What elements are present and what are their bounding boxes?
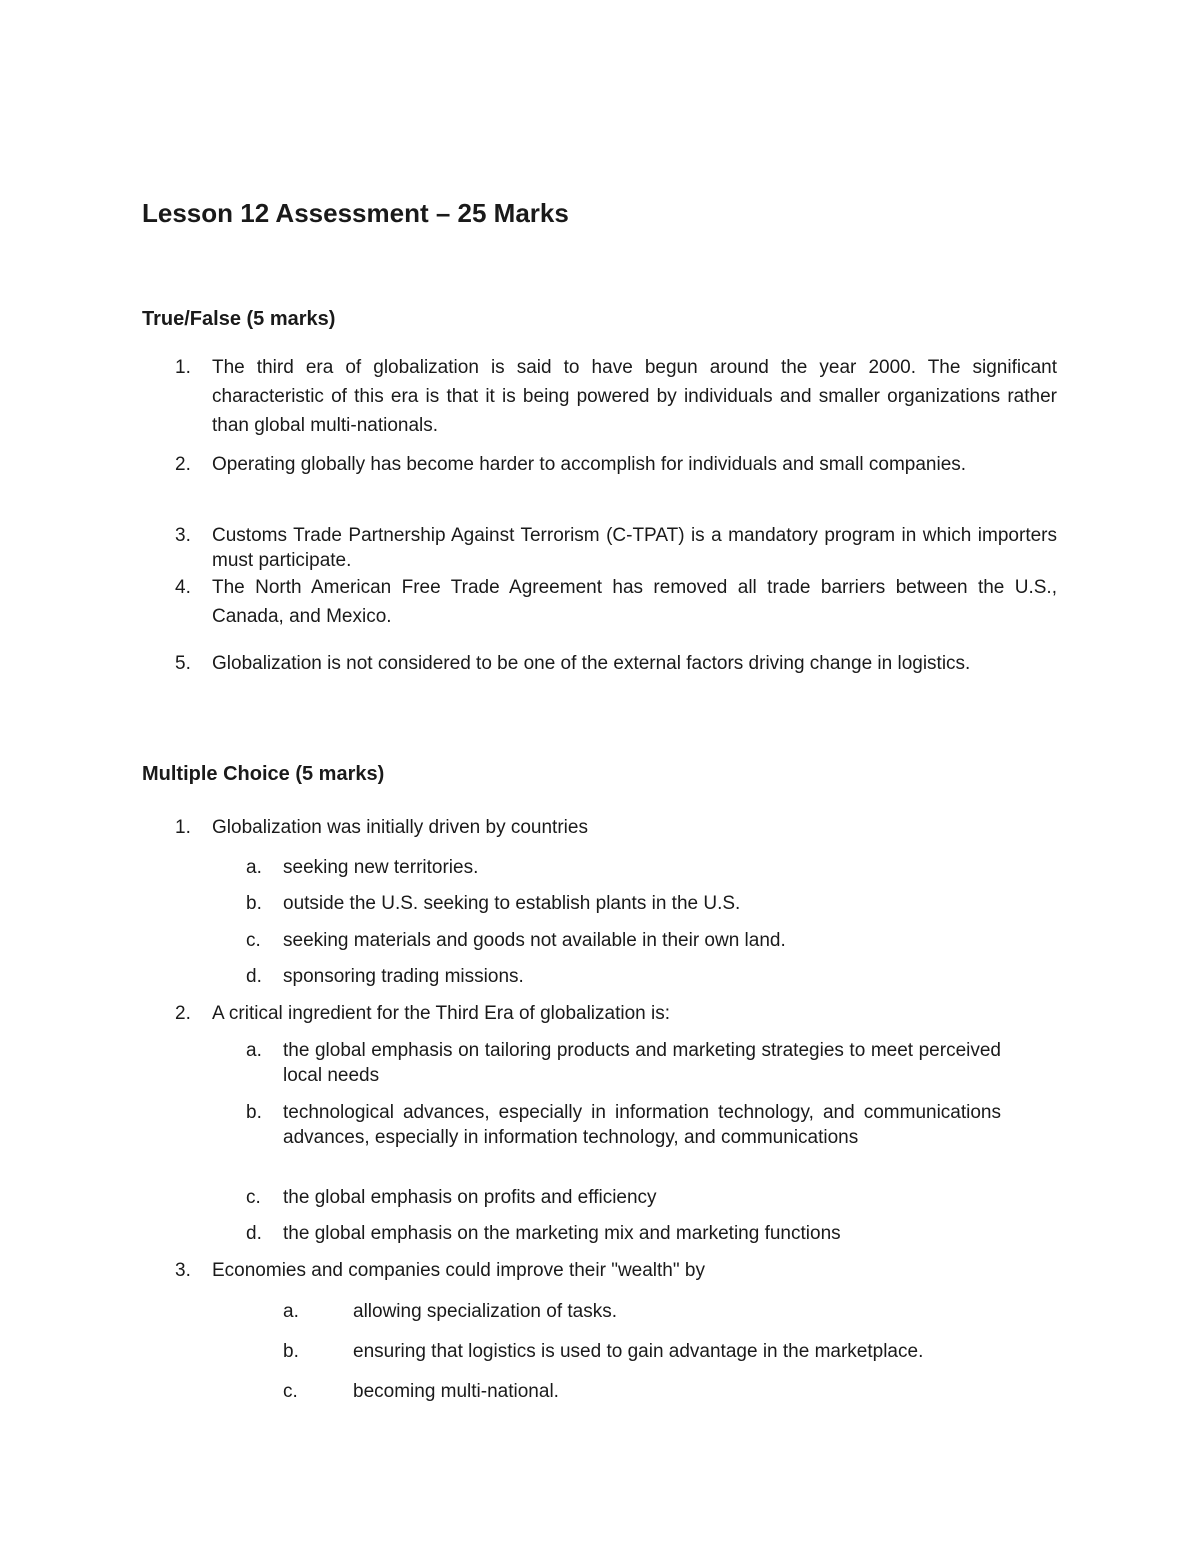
mc-question-3 xyxy=(175,1256,1057,1285)
tf-item-1 xyxy=(175,353,1057,440)
mc-option-text: ensuring that logistics is used to gain advantage in the marketplace. xyxy=(353,1341,924,1362)
mc-question-text: Globalization was initially driven by countries xyxy=(212,817,588,838)
mc-option-text: outside the U.S. seeking to establish plants in the U.S. xyxy=(283,893,741,914)
mc-option xyxy=(246,1100,1001,1150)
mc-option-text: the global emphasis on the marketing mix and marketing functions xyxy=(283,1223,841,1244)
mc-option-text: becoming multi-national. xyxy=(353,1381,559,1402)
mc-option-text: the global emphasis on tailoring products and marketing strategies to meet perceived local needs xyxy=(283,1040,1001,1086)
mc-question-text: Economies and companies could improve their "wealth" by xyxy=(212,1260,705,1281)
page-title: Lesson 12 Assessment – 25 Marks xyxy=(142,198,569,228)
mc-question-number: 1. xyxy=(175,817,191,838)
mc-option xyxy=(246,1185,1001,1210)
tf-item-4 xyxy=(175,573,1057,631)
mc-option xyxy=(283,1339,1043,1364)
mc-option-letter: a. xyxy=(246,1040,262,1061)
mc-option xyxy=(283,1299,1043,1324)
mc-question-number: 3. xyxy=(175,1260,191,1281)
mc-option-text: allowing specialization of tasks. xyxy=(353,1301,618,1322)
tf-item-number: 5. xyxy=(175,653,191,674)
mc-option-text: sponsoring trading missions. xyxy=(283,966,524,987)
mc-question-number: 2. xyxy=(175,1003,191,1024)
tf-item-text: The North American Free Trade Agreement has removed all trade barriers between the U.S., Canada, and Mexico. xyxy=(212,577,1057,627)
tf-item-5 xyxy=(175,651,1057,676)
mc-question-2 xyxy=(175,999,1057,1028)
mc-option xyxy=(283,1379,1043,1404)
mc-question-text: A critical ingredient for the Third Era of globalization is: xyxy=(212,1003,670,1024)
tf-item-text: Globalization is not considered to be one of the external factors driving change in logistics. xyxy=(212,653,971,674)
mc-option xyxy=(246,855,1001,880)
mc-option xyxy=(246,964,1001,989)
tf-item-number: 4. xyxy=(175,577,191,598)
tf-item-number: 1. xyxy=(175,357,191,378)
tf-item-number: 2. xyxy=(175,454,191,475)
mc-question-1 xyxy=(175,813,1057,842)
tf-item-number: 3. xyxy=(175,525,191,546)
mc-option-text: the global emphasis on profits and efficiency xyxy=(283,1187,657,1208)
section-heading-true-false: True/False (5 marks) xyxy=(142,308,336,330)
mc-option-text: seeking materials and goods not available in their own land. xyxy=(283,930,786,951)
mc-option xyxy=(246,1038,1001,1088)
section-heading-multiple-choice: Multiple Choice (5 marks) xyxy=(142,763,385,785)
mc-option-letter: a. xyxy=(246,857,262,878)
tf-item-text: Customs Trade Partnership Against Terrorism (C-TPAT) is a mandatory program in which importers must participate. xyxy=(212,525,1057,571)
mc-option-letter: c. xyxy=(246,930,261,951)
tf-item-text: Operating globally has become harder to accomplish for individuals and small companies. xyxy=(212,454,967,475)
mc-option-letter: d. xyxy=(246,966,262,987)
mc-option-letter: b. xyxy=(246,893,262,914)
tf-item-2 xyxy=(175,450,1057,479)
mc-option-letter: a. xyxy=(283,1301,299,1322)
mc-option-letter: d. xyxy=(246,1223,262,1244)
mc-option-letter: b. xyxy=(246,1102,262,1123)
tf-item-text: The third era of globalization is said to have begun around the year 2000. The significant characteristic of this era is that it is being powered by individuals and smaller organizations rather than global multi-nationals. xyxy=(212,357,1057,436)
tf-item-3 xyxy=(175,523,1057,573)
mc-option-letter: c. xyxy=(246,1187,261,1208)
mc-option-text: technological advances, especially in information technology, and communications advances, especially in information technology, and communications xyxy=(283,1102,1001,1148)
mc-option xyxy=(246,928,1001,953)
mc-option-text: seeking new territories. xyxy=(283,857,479,878)
mc-option-letter: b. xyxy=(283,1341,299,1362)
mc-option-letter: c. xyxy=(283,1381,298,1402)
mc-option xyxy=(246,891,1001,916)
mc-option xyxy=(246,1221,1001,1246)
